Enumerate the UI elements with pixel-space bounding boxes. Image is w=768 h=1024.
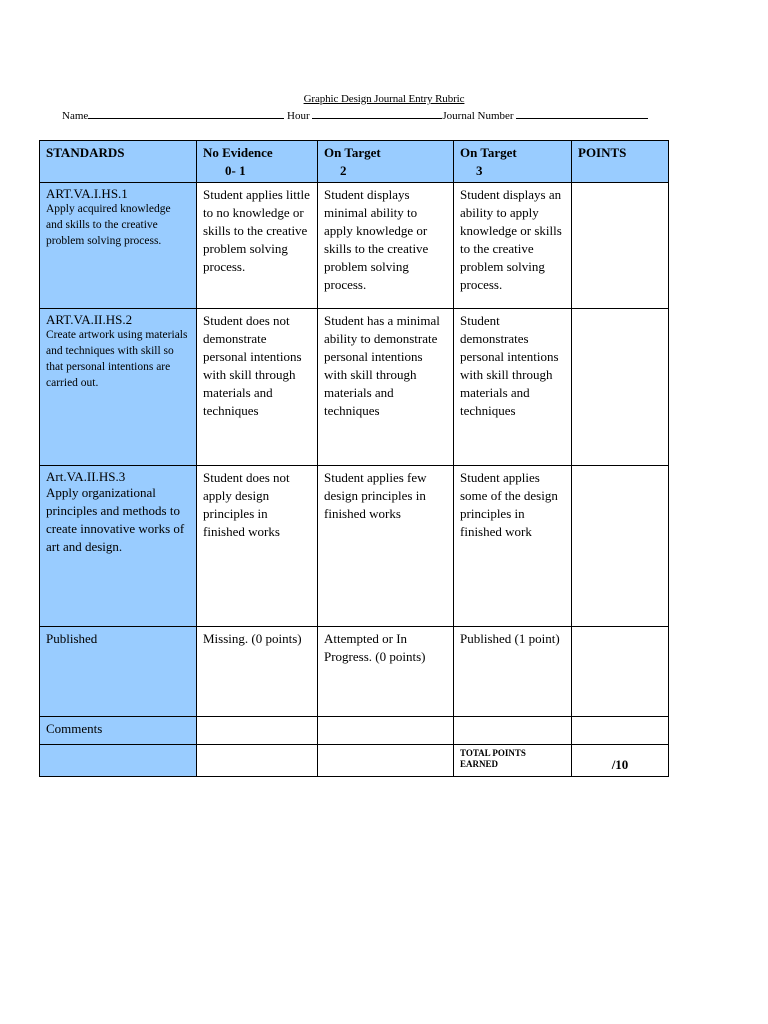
table-row <box>40 627 669 717</box>
total-blank-cell <box>197 745 318 777</box>
total-label-cell <box>454 745 572 777</box>
comments-label: Comments <box>40 717 197 745</box>
on-target-3-cell: Student demonstrates personal intentions with skill through materials and techniques <box>454 309 572 466</box>
no-evidence-points: 0- 1 <box>225 163 246 178</box>
standard-code: ART.VA.II.HS.2 <box>46 312 133 327</box>
header-row <box>40 141 669 183</box>
on-target-2-cell: Student displays minimal ability to apply knowledge or skills to the creative problem solving process. <box>318 183 454 309</box>
rubric-table <box>39 140 669 777</box>
col-no-evidence <box>197 141 318 183</box>
on-target-3-label: On Target <box>460 145 517 160</box>
standard-code: ART.VA.I.HS.1 <box>46 186 128 201</box>
points-cell[interactable] <box>572 627 669 717</box>
no-evidence-label: No Evidence <box>203 145 273 160</box>
total-blank-cell <box>318 745 454 777</box>
total-points-label: TOTAL POINTS EARNED <box>460 748 526 769</box>
name-field[interactable] <box>88 109 284 119</box>
comments-cell[interactable] <box>454 717 572 745</box>
standard-cell <box>40 466 197 627</box>
on-target-3-cell: Published (1 point) <box>454 627 572 717</box>
published-label: Published <box>40 627 197 717</box>
comments-cell[interactable] <box>572 717 669 745</box>
col-on-target-3 <box>454 141 572 183</box>
on-target-3-cell: Student applies some of the design principles in finished work <box>454 466 572 627</box>
no-evidence-cell: Missing. (0 points) <box>197 627 318 717</box>
total-points-value[interactable]: /10 <box>572 745 669 777</box>
points-cell[interactable] <box>572 466 669 627</box>
no-evidence-cell: Student does not apply design principles in finished works <box>197 466 318 627</box>
total-row <box>40 745 669 777</box>
points-cell[interactable] <box>572 309 669 466</box>
on-target-2-points: 2 <box>340 163 347 178</box>
hour-label: Hour <box>287 110 310 122</box>
no-evidence-cell: Student applies little to no knowledge or skills to the creative problem solving process. <box>197 183 318 309</box>
comments-row <box>40 717 669 745</box>
standard-description: Apply acquired knowledge and skills to the creative problem solving process. <box>46 203 171 247</box>
col-standards: STANDARDS <box>40 141 197 183</box>
hour-field[interactable] <box>312 109 442 119</box>
page-title: Graphic Design Journal Entry Rubric <box>303 93 465 105</box>
on-target-2-cell: Attempted or In Progress. (0 points) <box>318 627 454 717</box>
comments-cell[interactable] <box>318 717 454 745</box>
no-evidence-cell: Student does not demonstrate personal intentions with skill through materials and techniques <box>197 309 318 466</box>
on-target-2-label: On Target <box>324 145 381 160</box>
standard-description: Apply organizational principles and methods to create innovative works of art and design. <box>46 485 185 554</box>
on-target-2-cell: Student applies few design principles in finished works <box>318 466 454 627</box>
student-info-line <box>62 109 648 122</box>
comments-cell[interactable] <box>197 717 318 745</box>
table-row <box>40 309 669 466</box>
table-row <box>40 466 669 627</box>
col-points: POINTS <box>572 141 669 183</box>
standard-code: Art.VA.II.HS.3 <box>46 469 126 484</box>
standard-cell <box>40 183 197 309</box>
on-target-3-points: 3 <box>476 163 483 178</box>
standard-description: Create artwork using materials and techniques with skill so that personal intentions are carried out. <box>46 329 188 389</box>
on-target-3-cell: Student displays an ability to apply knowledge or skills to the creative problem solving process. <box>454 183 572 309</box>
total-blank-cell <box>40 745 197 777</box>
journal-number-label: Journal Number <box>442 110 514 122</box>
col-on-target-2 <box>318 141 454 183</box>
table-row <box>40 183 669 309</box>
standard-cell <box>40 309 197 466</box>
name-label: Name <box>62 110 89 122</box>
journal-number-field[interactable] <box>516 109 648 119</box>
points-cell[interactable] <box>572 183 669 309</box>
on-target-2-cell: Student has a minimal ability to demonstrate personal intentions with skill through materials and techniques <box>318 309 454 466</box>
